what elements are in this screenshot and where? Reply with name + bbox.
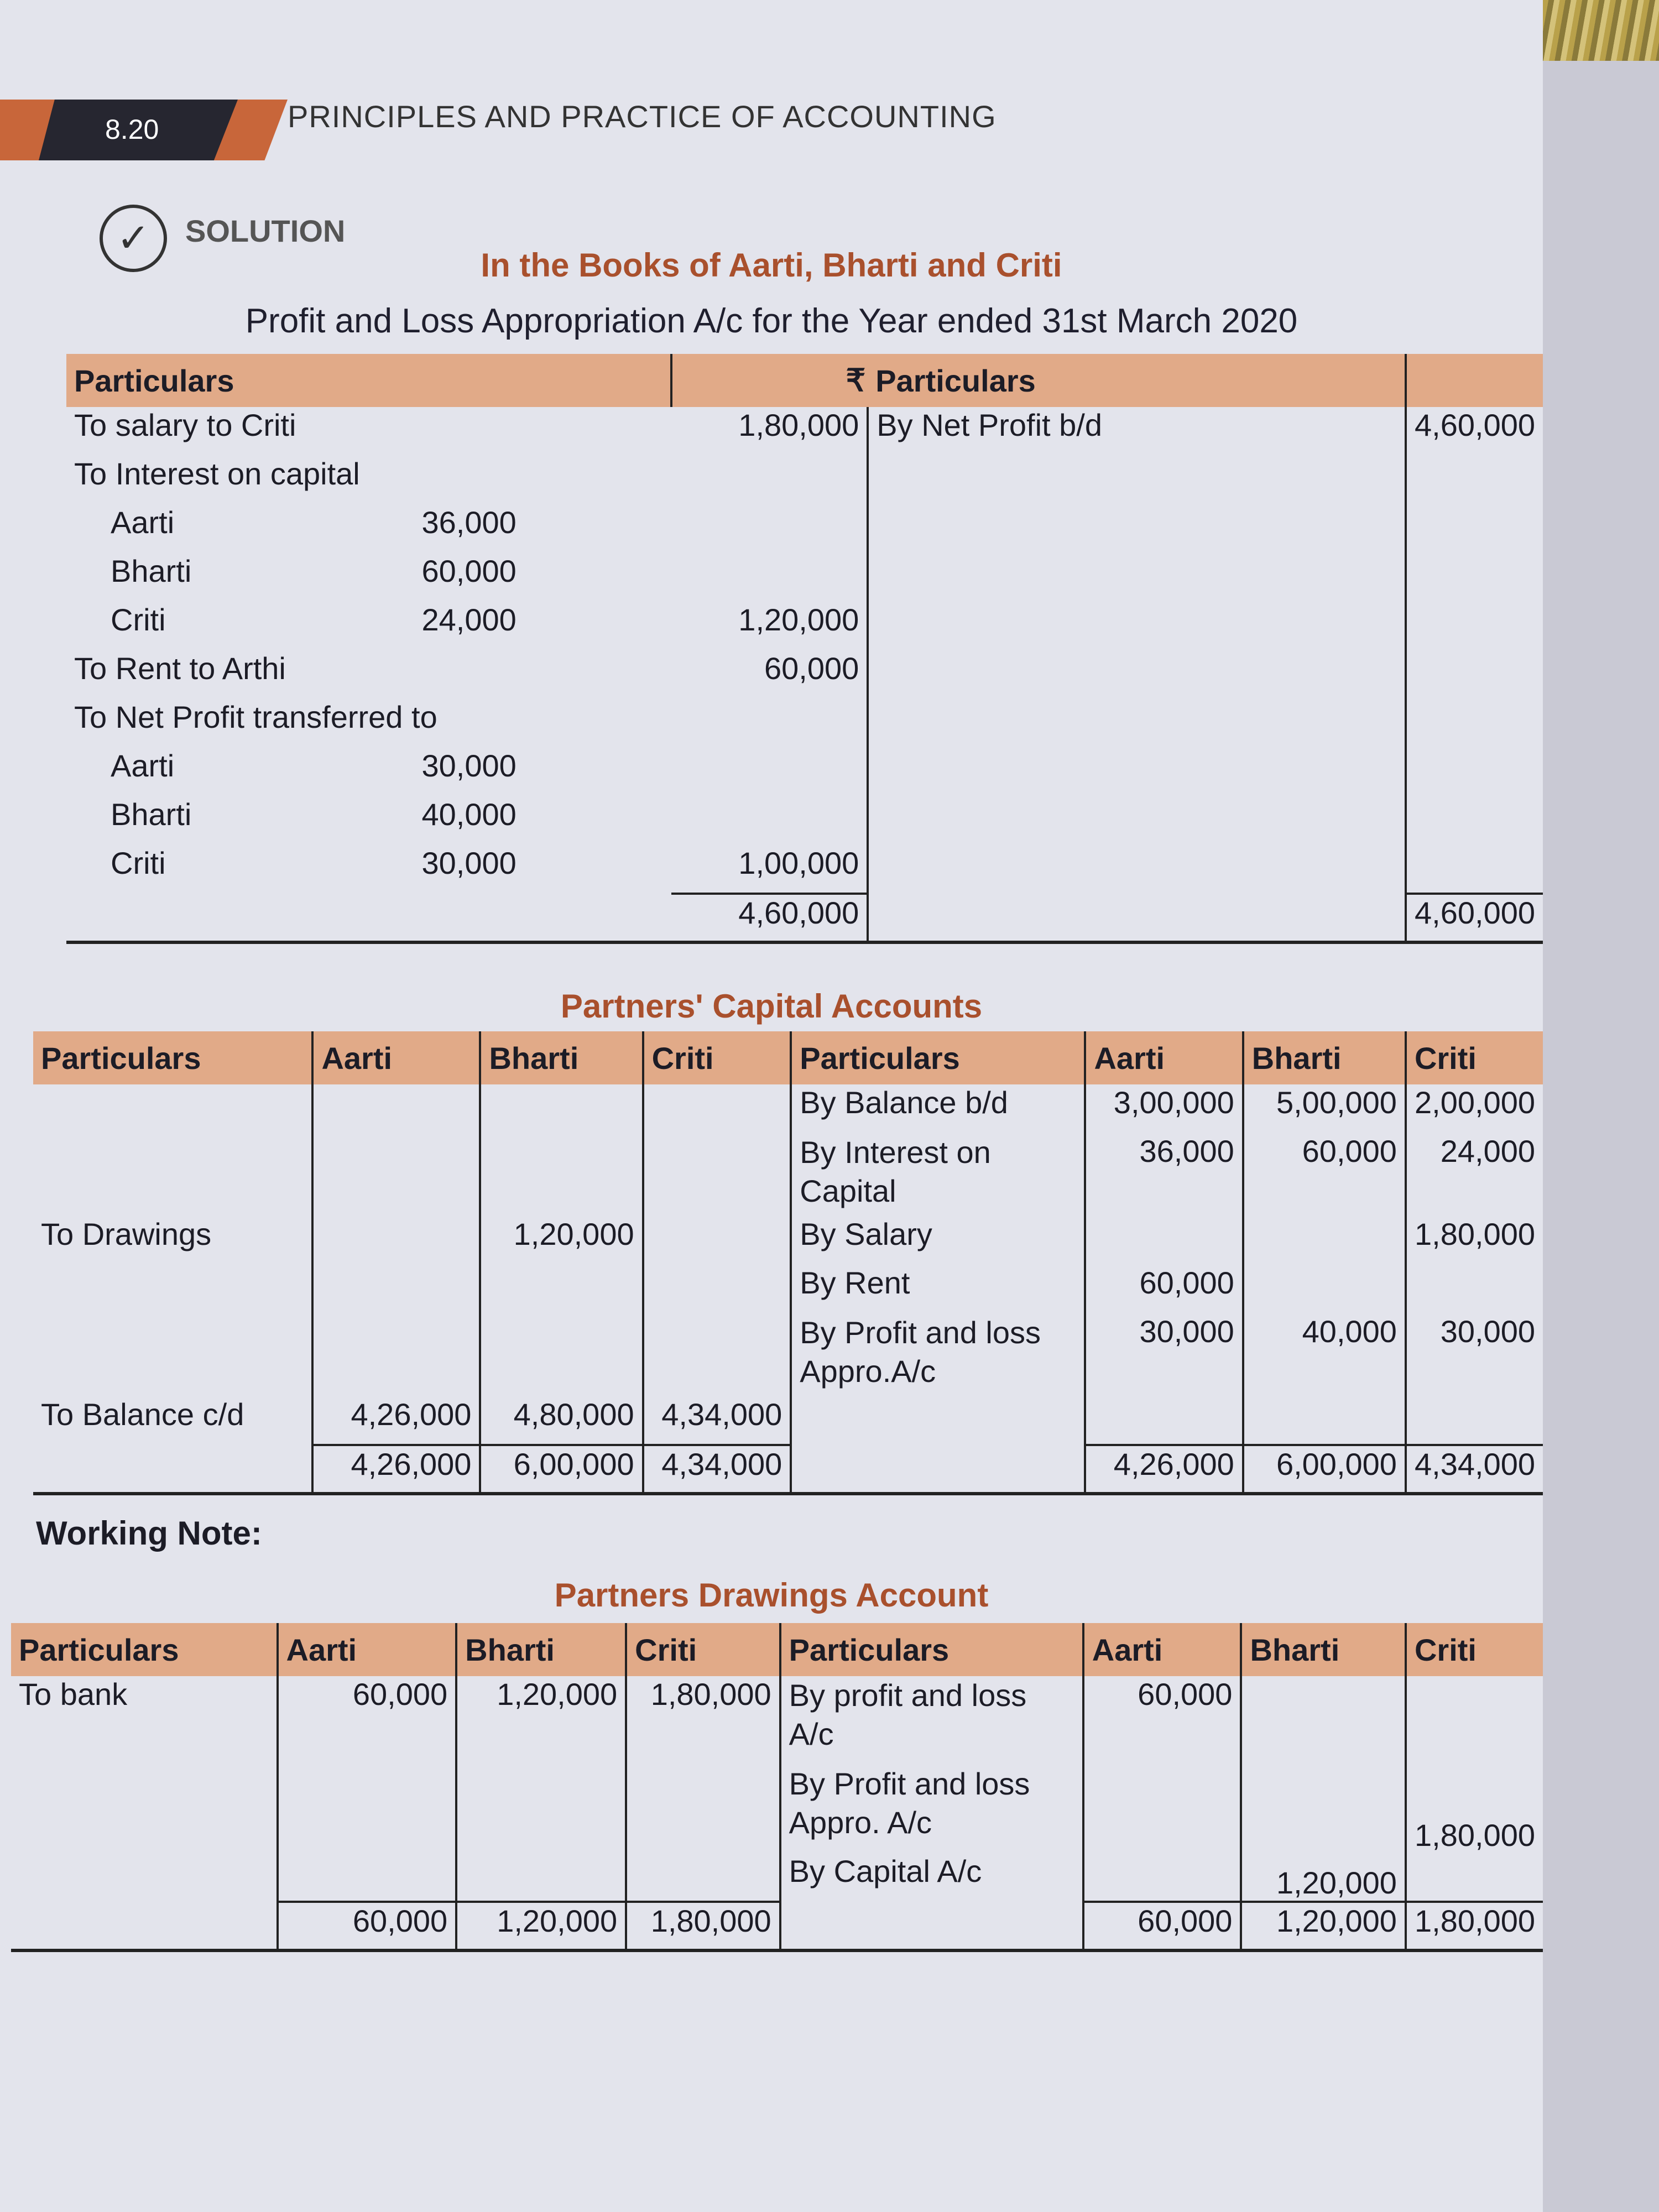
dr-by-capital-bharti: 1,20,000 [1241,1853,1406,1902]
cap-balance-cd-aarti: 4,26,000 [312,1396,480,1445]
cap-profit-aarti: 30,000 [1085,1313,1243,1396]
cap-header-particulars-right: Particulars [791,1031,1085,1084]
cap-total-left-aarti: 4,26,000 [312,1445,480,1494]
pl-net-profit-label: By Net Profit b/d [868,407,1406,456]
cap-balance-cd-label: To Balance c/d [33,1396,312,1445]
dr-to-bank-label: To bank [11,1676,278,1765]
cap-balance-bd-aarti: 3,00,000 [1085,1084,1243,1133]
dr-total-right-criti: 1,80,000 [1406,1902,1543,1950]
drawings-account-table [11,1623,1543,1952]
cap-rent-label: By Rent [791,1265,1085,1313]
dr-to-bank-bharti: 1,20,000 [456,1676,626,1765]
pl-transfer-bharti-amount: 40,000 [421,797,517,832]
pl-rent-label: To Rent to Arthi [74,651,286,686]
working-note-heading: Working Note: [36,1515,262,1552]
rupee-symbol: ₹ [846,363,866,398]
cap-total-right-bharti: 6,00,000 [1243,1445,1406,1494]
cap-total-right-aarti: 4,26,000 [1085,1445,1243,1494]
cap-header-particulars-left: Particulars [33,1031,312,1084]
dr-total-right-bharti: 1,20,000 [1241,1902,1406,1950]
pl-rent-amount: 60,000 [671,650,868,699]
cap-header-aarti-right: Aarti [1085,1031,1243,1084]
pl-net-profit-amount: 4,60,000 [1415,408,1535,442]
pl-transfer-aarti-name: Aarti [111,748,175,783]
solution-label: SOLUTION [185,213,346,248]
pl-transfer-label: To Net Profit transferred to [74,700,437,734]
cap-rent-aarti: 60,000 [1085,1265,1243,1313]
cap-balance-bd-bharti: 5,00,000 [1243,1084,1406,1133]
cap-interest-aarti: 36,000 [1085,1133,1243,1216]
cap-interest-criti: 24,000 [1440,1134,1535,1168]
pl-interest-aarti-name: Aarti [111,505,175,540]
capital-accounts-title: Partners' Capital Accounts [560,988,983,1025]
dr-total-left-criti: 1,80,000 [626,1902,780,1950]
dr-total-left-aarti: 60,000 [278,1902,457,1950]
cap-profit-bharti: 40,000 [1243,1313,1406,1396]
background-mat [1543,0,1659,61]
cap-balance-cd-criti: 4,34,000 [643,1396,791,1445]
pl-salary-label: To salary to Criti [74,408,296,442]
pl-transfer-aarti-amount: 30,000 [421,748,517,783]
pl-transfer-bharti-name: Bharti [111,797,192,832]
dr-to-bank-aarti: 60,000 [278,1676,457,1765]
pl-transfer-criti-amount: 30,000 [421,846,517,880]
page-number: 8.20 [105,114,159,145]
pl-salary-amount: 1,80,000 [671,407,868,456]
cap-header-bharti-right: Bharti [1243,1031,1406,1084]
dr-header-bharti-left: Bharti [456,1623,626,1676]
cap-profit-label: By Profit and loss Appro.A/c [791,1313,1085,1396]
pl-total-left: 4,60,000 [671,894,868,942]
pl-interest-bharti-amount: 60,000 [421,554,517,588]
pl-header-particulars-right: Particulars [868,354,1406,407]
books-heading: In the Books of Aarti, Bharti and Criti [481,247,1062,284]
cap-balance-cd-bharti: 4,80,000 [480,1396,643,1445]
dr-header-criti-right: Criti [1406,1623,1543,1676]
cap-header-bharti-left: Bharti [480,1031,643,1084]
cap-salary-label: By Salary [791,1216,1085,1265]
dr-by-pl-aarti: 60,000 [1083,1676,1241,1765]
dr-by-appro-label: By Profit and loss Appro. A/c [780,1765,1083,1853]
pl-header-particulars-left: Particulars [66,354,671,407]
cap-balance-bd-label: By Balance b/d [791,1084,1085,1133]
dr-header-bharti-right: Bharti [1241,1623,1406,1676]
cap-drawings-bharti: 1,20,000 [480,1216,643,1265]
pl-total-right: 4,60,000 [1406,894,1543,942]
page-edge [1543,0,1659,2212]
cap-balance-bd-criti: 2,00,000 [1415,1085,1535,1120]
drawings-account-title: Partners Drawings Account [554,1577,989,1614]
pl-interest-total: 1,20,000 [671,602,868,650]
capital-accounts-table [33,1031,1543,1495]
pl-interest-label: To Interest on capital [74,456,360,491]
cap-header-aarti-left: Aarti [312,1031,480,1084]
cap-header-criti-left: Criti [643,1031,791,1084]
cap-profit-criti: 30,000 [1440,1314,1535,1349]
cap-total-left-bharti: 6,00,000 [480,1445,643,1494]
dr-total-right-aarti: 60,000 [1083,1902,1241,1950]
dr-header-particulars-left: Particulars [11,1623,278,1676]
dr-header-aarti-left: Aarti [278,1623,457,1676]
pl-interest-aarti-amount: 36,000 [421,505,517,540]
pl-transfer-criti-name: Criti [111,846,166,880]
pl-appropriation-table [66,354,1543,944]
cap-total-left-criti: 4,34,000 [643,1445,791,1494]
dr-by-capital-label: By Capital A/c [780,1853,1083,1902]
cap-header-criti-right: Criti [1406,1031,1543,1084]
cap-salary-criti: 1,80,000 [1415,1217,1535,1251]
cap-interest-bharti: 60,000 [1243,1133,1406,1216]
dr-to-bank-criti: 1,80,000 [626,1676,780,1765]
dr-header-aarti-right: Aarti [1083,1623,1241,1676]
check-icon: ✓ [100,205,167,272]
dr-header-criti-left: Criti [626,1623,780,1676]
dr-by-pl-label: By profit and loss A/c [780,1676,1083,1765]
book-title: PRINCIPLES AND PRACTICE OF ACCOUNTING [288,99,997,134]
cap-drawings-label: To Drawings [33,1216,312,1265]
dr-header-particulars-right: Particulars [780,1623,1083,1676]
pl-interest-bharti-name: Bharti [111,554,192,588]
pl-interest-criti-amount: 24,000 [421,602,517,637]
pl-interest-criti-name: Criti [111,602,166,637]
cap-total-right-criti: 4,34,000 [1406,1445,1543,1494]
dr-total-left-bharti: 1,20,000 [456,1902,626,1950]
pl-appropriation-title: Profit and Loss Appropriation A/c for the Year ended 31st March 2020 [245,302,1298,340]
pl-transfer-total: 1,00,000 [671,845,868,894]
dr-by-appro-criti: 1,80,000 [1415,1818,1535,1853]
cap-interest-label: By Interest on Capital [791,1133,1085,1216]
